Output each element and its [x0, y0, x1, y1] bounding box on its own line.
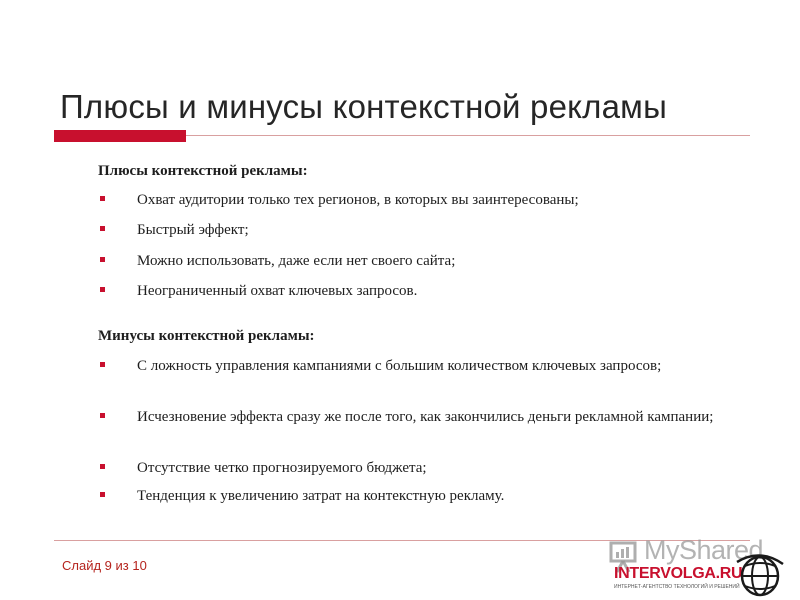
title-accent-bar	[54, 130, 186, 142]
bullet-square-icon	[100, 226, 105, 231]
globe-logo-icon	[735, 546, 785, 600]
title-divider	[186, 135, 750, 136]
pros-item-text: Неограниченный охват ключевых запросов.	[137, 283, 418, 299]
cons-item-text: Исчезновение эффекта сразу же после того, как закончились деньги рекламной кампании;	[137, 409, 714, 425]
bullet-square-icon	[100, 257, 105, 262]
brand-tagline: ИНТЕРНЕТ-АГЕНТСТВО ТЕХНОЛОГИЙ И РЕШЕНИЙ	[614, 584, 740, 590]
cons-item-text: Отсутствие четко прогнозируемого бюджета;	[137, 460, 427, 476]
pros-item	[98, 281, 748, 302]
pros-item	[98, 251, 748, 272]
cons-item-text: Тенденция к увеличению затрат на контекстную рекламу.	[137, 488, 505, 504]
bullet-square-icon	[100, 362, 105, 367]
cons-heading: Минусы контекстной рекламы:	[98, 328, 315, 344]
bullet-square-icon	[100, 196, 105, 201]
bullet-square-icon	[100, 413, 105, 418]
cons-item	[98, 407, 748, 428]
slide-number: Слайд 9 из 10	[62, 558, 147, 573]
cons-item	[98, 356, 748, 377]
pros-item-text: Можно использовать, даже если нет своего сайта;	[137, 253, 456, 269]
watermark-text: MyShared	[644, 535, 764, 565]
cons-item-text: С ложность управления кампаниями с большим количеством ключевых запросов;	[137, 358, 662, 374]
bullet-square-icon	[100, 492, 105, 497]
bullet-square-icon	[100, 287, 105, 292]
pros-heading: Плюсы контекстной рекламы:	[98, 163, 308, 179]
brand-name: INTERVOLGA.RU	[614, 565, 743, 582]
pros-item-text: Быстрый эффект;	[137, 222, 249, 238]
pros-item	[98, 220, 748, 241]
bullet-square-icon	[100, 464, 105, 469]
cons-item	[98, 486, 748, 507]
cons-item	[98, 458, 748, 479]
pros-item	[98, 190, 748, 211]
slide-title: Плюсы и минусы контекстной рекламы	[60, 88, 667, 125]
pros-item-text: Охват аудитории только тех регионов, в которых вы заинтересованы;	[137, 192, 579, 208]
